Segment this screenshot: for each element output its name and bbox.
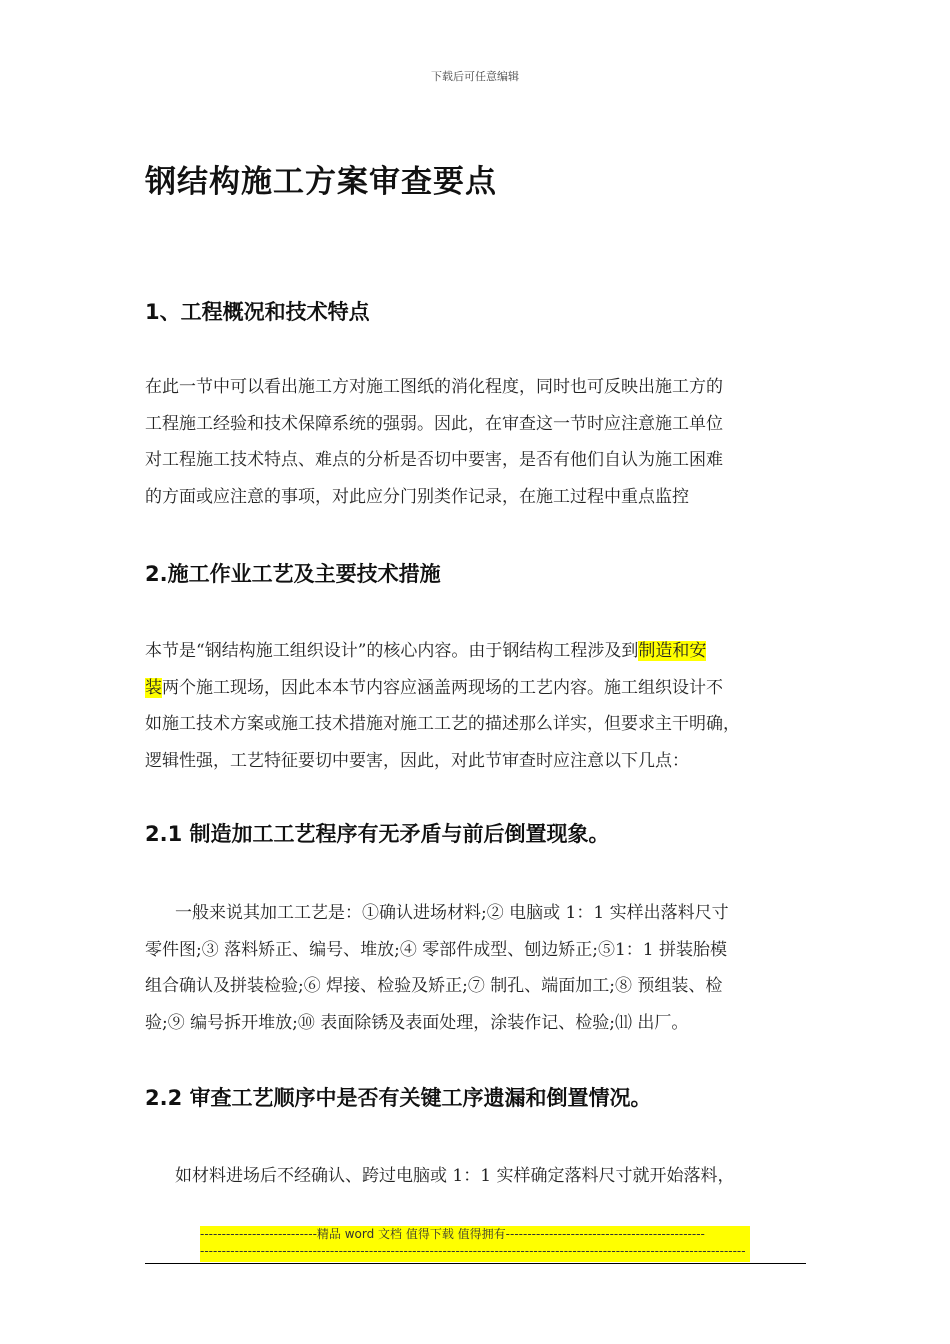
document-title: 钢结构施工方案审查要点	[145, 164, 497, 200]
footer-banner	[200, 1226, 750, 1262]
paragraph-line	[145, 633, 825, 670]
footer-banner-line: ---------------------------精品 word 文档 值得下载 值得拥有----------------------------------------------	[200, 1227, 705, 1241]
section-2-1-paragraph	[145, 895, 825, 1041]
text-run: 本节是“钢结构施工组织设计”的核心内容。由于钢结构工程涉及到	[145, 641, 639, 661]
paragraph-line: 在此一节中可以看出施工方对施工图纸的消化程度，同时也可反映出施工方的	[145, 377, 723, 397]
paragraph-line: 零件图;③ 落料矫正、编号、堆放;④ 零部件成型、刨边矫正;⑤1：1 拼装胎模	[145, 939, 728, 960]
paragraph-line: 如施工技术方案或施工技术措施对施工工艺的描述那么详实，但要求主干明确，	[145, 714, 740, 734]
highlighted-text: 制造和安	[638, 641, 707, 661]
paragraph-line: 组合确认及拼装检验;⑥ 焊接、检验及矫正;⑦ 制孔、端面加工;⑧ 预组装、检	[145, 976, 723, 996]
highlighted-text: 装	[145, 677, 162, 698]
footer-banner-line: ------------------------------------------------------------------------------------------------------------------------------	[200, 1244, 746, 1258]
paragraph-line: 一般来说其加工工艺是：①确认进场材料;② 电脑或 1：1 实样出落料尺寸	[175, 903, 729, 923]
paragraph-line: 的方面或应注意的事项，对此应分门别类作记录，在施工过程中重点监控	[145, 486, 689, 507]
paragraph-line: 验;⑨ 编号拆开堆放;⑩ 表面除锈及表面处理，涂装作记、检验;⑾ 出厂。	[145, 1012, 689, 1033]
section-2-paragraph	[145, 633, 825, 779]
paragraph-line: 如材料进场后不经确认、跨过电脑或 1：1 实样确定落料尺寸就开始落料，	[175, 1166, 735, 1186]
header-note: 下载后可任意编辑	[431, 70, 519, 83]
paragraph-line: 对工程施工技术特点、难点的分析是否切中要害，是否有他们自认为施工困难	[145, 450, 723, 470]
footer-divider	[145, 1263, 806, 1264]
paragraph-line: 工程施工经验和技术保障系统的强弱。因此，在审查这一节时应注意施工单位	[145, 413, 723, 434]
section-2-2-paragraph	[145, 1158, 825, 1195]
paragraph-line: 逻辑性强，工艺特征要切中要害，因此，对此节审查时应注意以下几点：	[145, 750, 689, 771]
section-2-heading: 2.施工作业工艺及主要技术措施	[145, 562, 441, 586]
section-1-heading: 1、工程概况和技术特点	[145, 300, 370, 324]
text-run: 两个施工现场，因此本本节内容应涵盖两现场的工艺内容。施工组织设计不	[162, 677, 723, 698]
section-2-1-heading: 2.1 制造加工工艺程序有无矛盾与前后倒置现象。	[145, 822, 610, 846]
section-2-2-heading: 2.2 审查工艺顺序中是否有关键工序遗漏和倒置情况。	[145, 1086, 652, 1110]
section-1-paragraph	[145, 369, 825, 515]
paragraph-line	[145, 670, 825, 707]
